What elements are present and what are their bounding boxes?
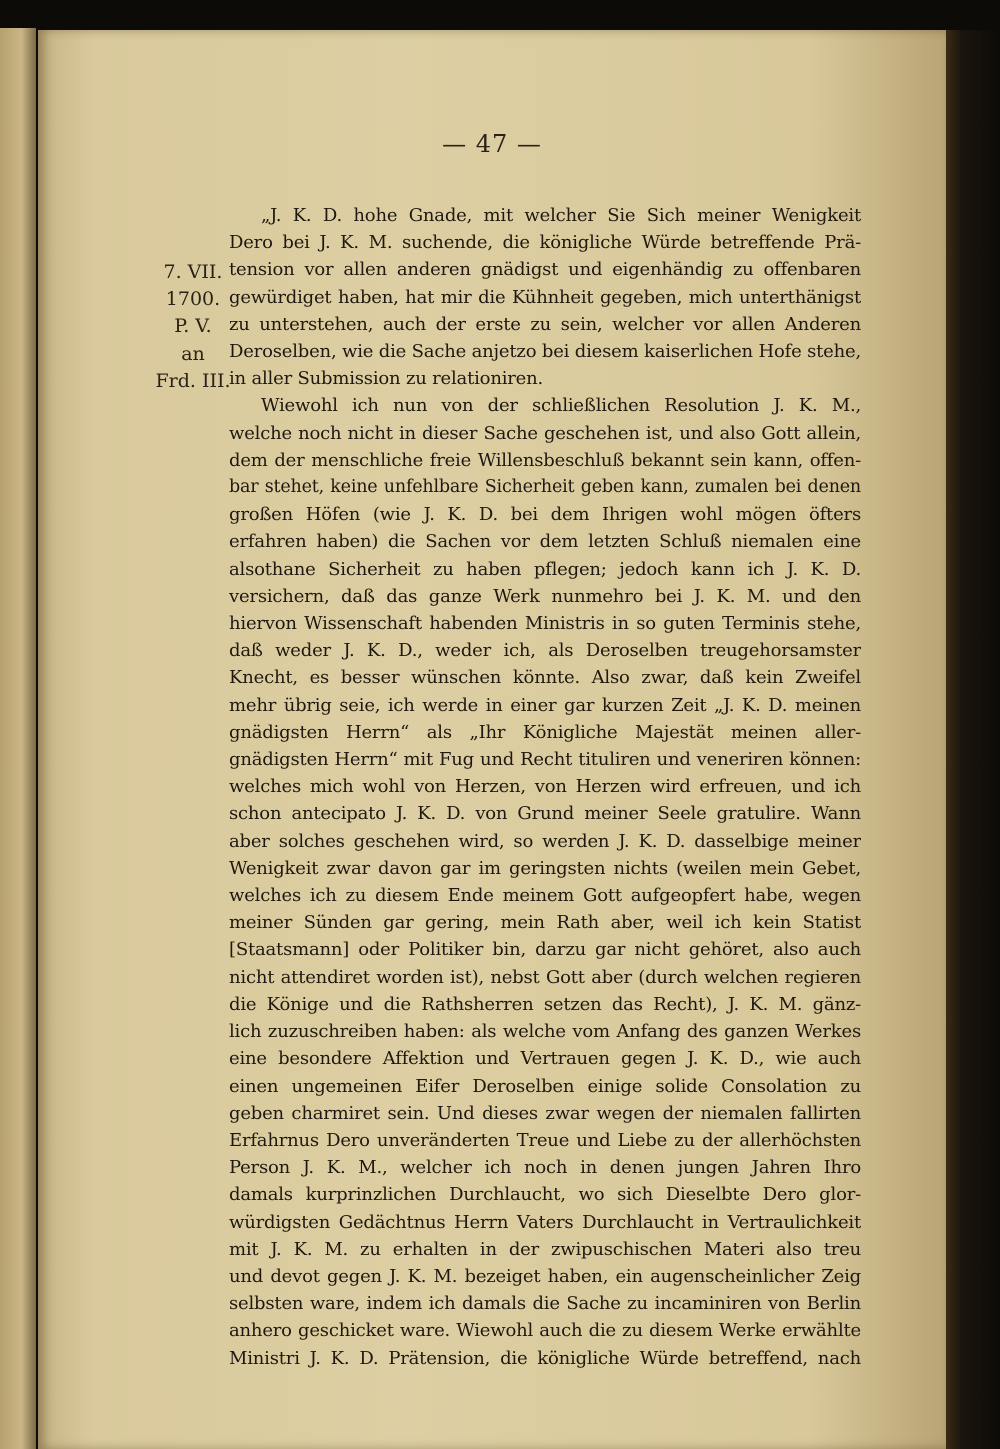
left-page-edge — [0, 28, 36, 1449]
body-text — [229, 202, 861, 1372]
text-line: in aller Submission zu relationiren. — [229, 368, 544, 390]
text-line: und devot gegen J. K. M. bezeiget haben, ein augenscheinlicher Zeig — [229, 1265, 861, 1287]
text-line: geben charmiret sein. Und dieses zwar wegen der niemalen fallirten — [229, 1102, 861, 1124]
book-edge-shadow — [946, 30, 1000, 1449]
text-line: Knecht, es besser wünschen könnte. Also zwar, daß kein Zweifel — [229, 667, 861, 689]
text-line: Wiewohl ich nun von der schließlichen Resolution J. K. M., — [261, 395, 861, 417]
text-line: Dero bei J. K. M. suchende, die königliche Würde betreffende Prä- — [229, 232, 861, 254]
text-line: „J. K. D. hohe Gnade, mit welcher Sie Sich meiner Wenigkeit — [261, 205, 861, 226]
page-number: — 47 — — [442, 130, 542, 158]
text-line: dem der menschliche freie Willensbeschluß bekannt sein kann, offen- — [229, 449, 861, 471]
text-line: großen Höfen (wie J. K. D. bei dem Ihrigen wohl mögen öfters — [229, 504, 861, 526]
text-line: tension vor allen anderen gnädigst und eigenhändig zu offenbaren — [229, 259, 861, 281]
text-line: versichern, daß das ganze Werk nunmehro bei J. K. M. und den — [229, 585, 861, 607]
text-line: Person J. K. M., welcher ich noch in denen jungen Jahren Ihro — [229, 1157, 861, 1179]
text-line: alsothane Sicherheit zu haben pflegen; jedoch kann ich J. K. D. — [229, 558, 861, 580]
text-line: einen ungemeinen Eifer Deroselben einige solide Consolation zu — [229, 1075, 861, 1097]
text-line: gnädigsten Herrn“ mit Fug und Recht tituliren und veneriren können: — [229, 749, 861, 771]
text-line: schon antecipato J. K. D. von Grund meiner Seele gratulire. Wann — [229, 803, 861, 825]
text-line: welches mich wohl von Herzen, von Herzen wird erfreuen, und ich — [229, 776, 861, 798]
margin-note-line: an — [181, 342, 205, 365]
text-line: zu unterstehen, auch der erste zu sein, welcher vor allen Anderen — [229, 313, 861, 335]
text-line: Ministri J. K. D. Prätension, die königliche Würde betreffend, nach — [229, 1347, 861, 1369]
text-line: erfahren haben) die Sachen vor dem letzten Schluß niemalen eine — [229, 531, 861, 553]
text-line: nicht attendiret worden ist), nebst Gott aber (durch welchen regieren — [229, 966, 861, 988]
text-line: [Staatsmann] oder Politiker bin, darzu gar nicht gehöret, also auch — [229, 939, 861, 961]
text-line: welche noch nicht in dieser Sache geschehen ist, und also Gott allein, — [229, 422, 861, 444]
text-line: die Könige und die Rathsherren setzen das Recht), J. K. M. gänz- — [229, 993, 861, 1015]
text-line: mehr übrig seie, ich werde in einer gar kurzen Zeit „J. K. D. meinen — [229, 694, 861, 716]
text-line: damals kurprinzlichen Durchlaucht, wo sich Dieselbte Dero glor- — [229, 1184, 861, 1206]
text-line: lich zuzuschreiben haben: als welche vom Anfang des ganzen Werkes — [229, 1021, 861, 1043]
text-line: aber solches geschehen wird, so werden J. K. D. dasselbige meiner — [229, 830, 861, 852]
text-line: meiner Sünden gar gering, mein Rath aber, weil ich kein Statist — [229, 912, 861, 934]
text-line: anhero geschicket ware. Wiewohl auch die zu diesem Werke erwählte — [229, 1320, 861, 1342]
text-line: Wenigkeit zwar davon gar im geringsten nichts (weilen mein Gebet, — [229, 857, 861, 879]
text-line: Deroselben, wie die Sache anjetzo bei diesem kaiserlichen Hofe stehe, — [229, 341, 861, 363]
book-page — [38, 30, 946, 1449]
margin-note-line: 7. VII. — [163, 261, 223, 283]
text-line: Erfahrnus Dero unveränderten Treue und Liebe zu der allerhöchsten — [229, 1129, 861, 1151]
text-line: eine besondere Affektion und Vertrauen gegen J. K. D., wie auch — [229, 1048, 861, 1070]
text-line: bar stehet, keine unfehlbare Sicherheit geben kann, zumalen bei denen — [229, 477, 861, 498]
margin-note-line: Frd. III. — [155, 369, 231, 392]
margin-note-line: 1700. — [165, 288, 221, 311]
text-line: gnädigsten Herrn“ als „Ihr Königliche Majestät meinen aller- — [229, 721, 861, 743]
text-line: daß weder J. K. D., weder ich, als Deroselben treugehorsamster — [229, 640, 861, 662]
margin-note-line: P. V. — [174, 315, 212, 338]
text-line: würdigsten Gedächtnus Herrn Vaters Durchlaucht in Vertraulichkeit — [229, 1211, 861, 1233]
text-line: mit J. K. M. zu erhalten in der zwipuschischen Materi also treu — [229, 1238, 861, 1260]
text-line: hiervon Wissenschaft habenden Ministris in so guten Terminis stehe, — [229, 613, 861, 635]
text-line: gewürdiget haben, hat mir die Kühnheit gegeben, mich unterthänigst — [229, 286, 861, 308]
text-line: welches ich zu diesem Ende meinem Gott aufgeopfert habe, wegen — [229, 885, 861, 907]
text-line: selbsten ware, indem ich damals die Sache zu incaminiren von Berlin — [229, 1293, 861, 1315]
